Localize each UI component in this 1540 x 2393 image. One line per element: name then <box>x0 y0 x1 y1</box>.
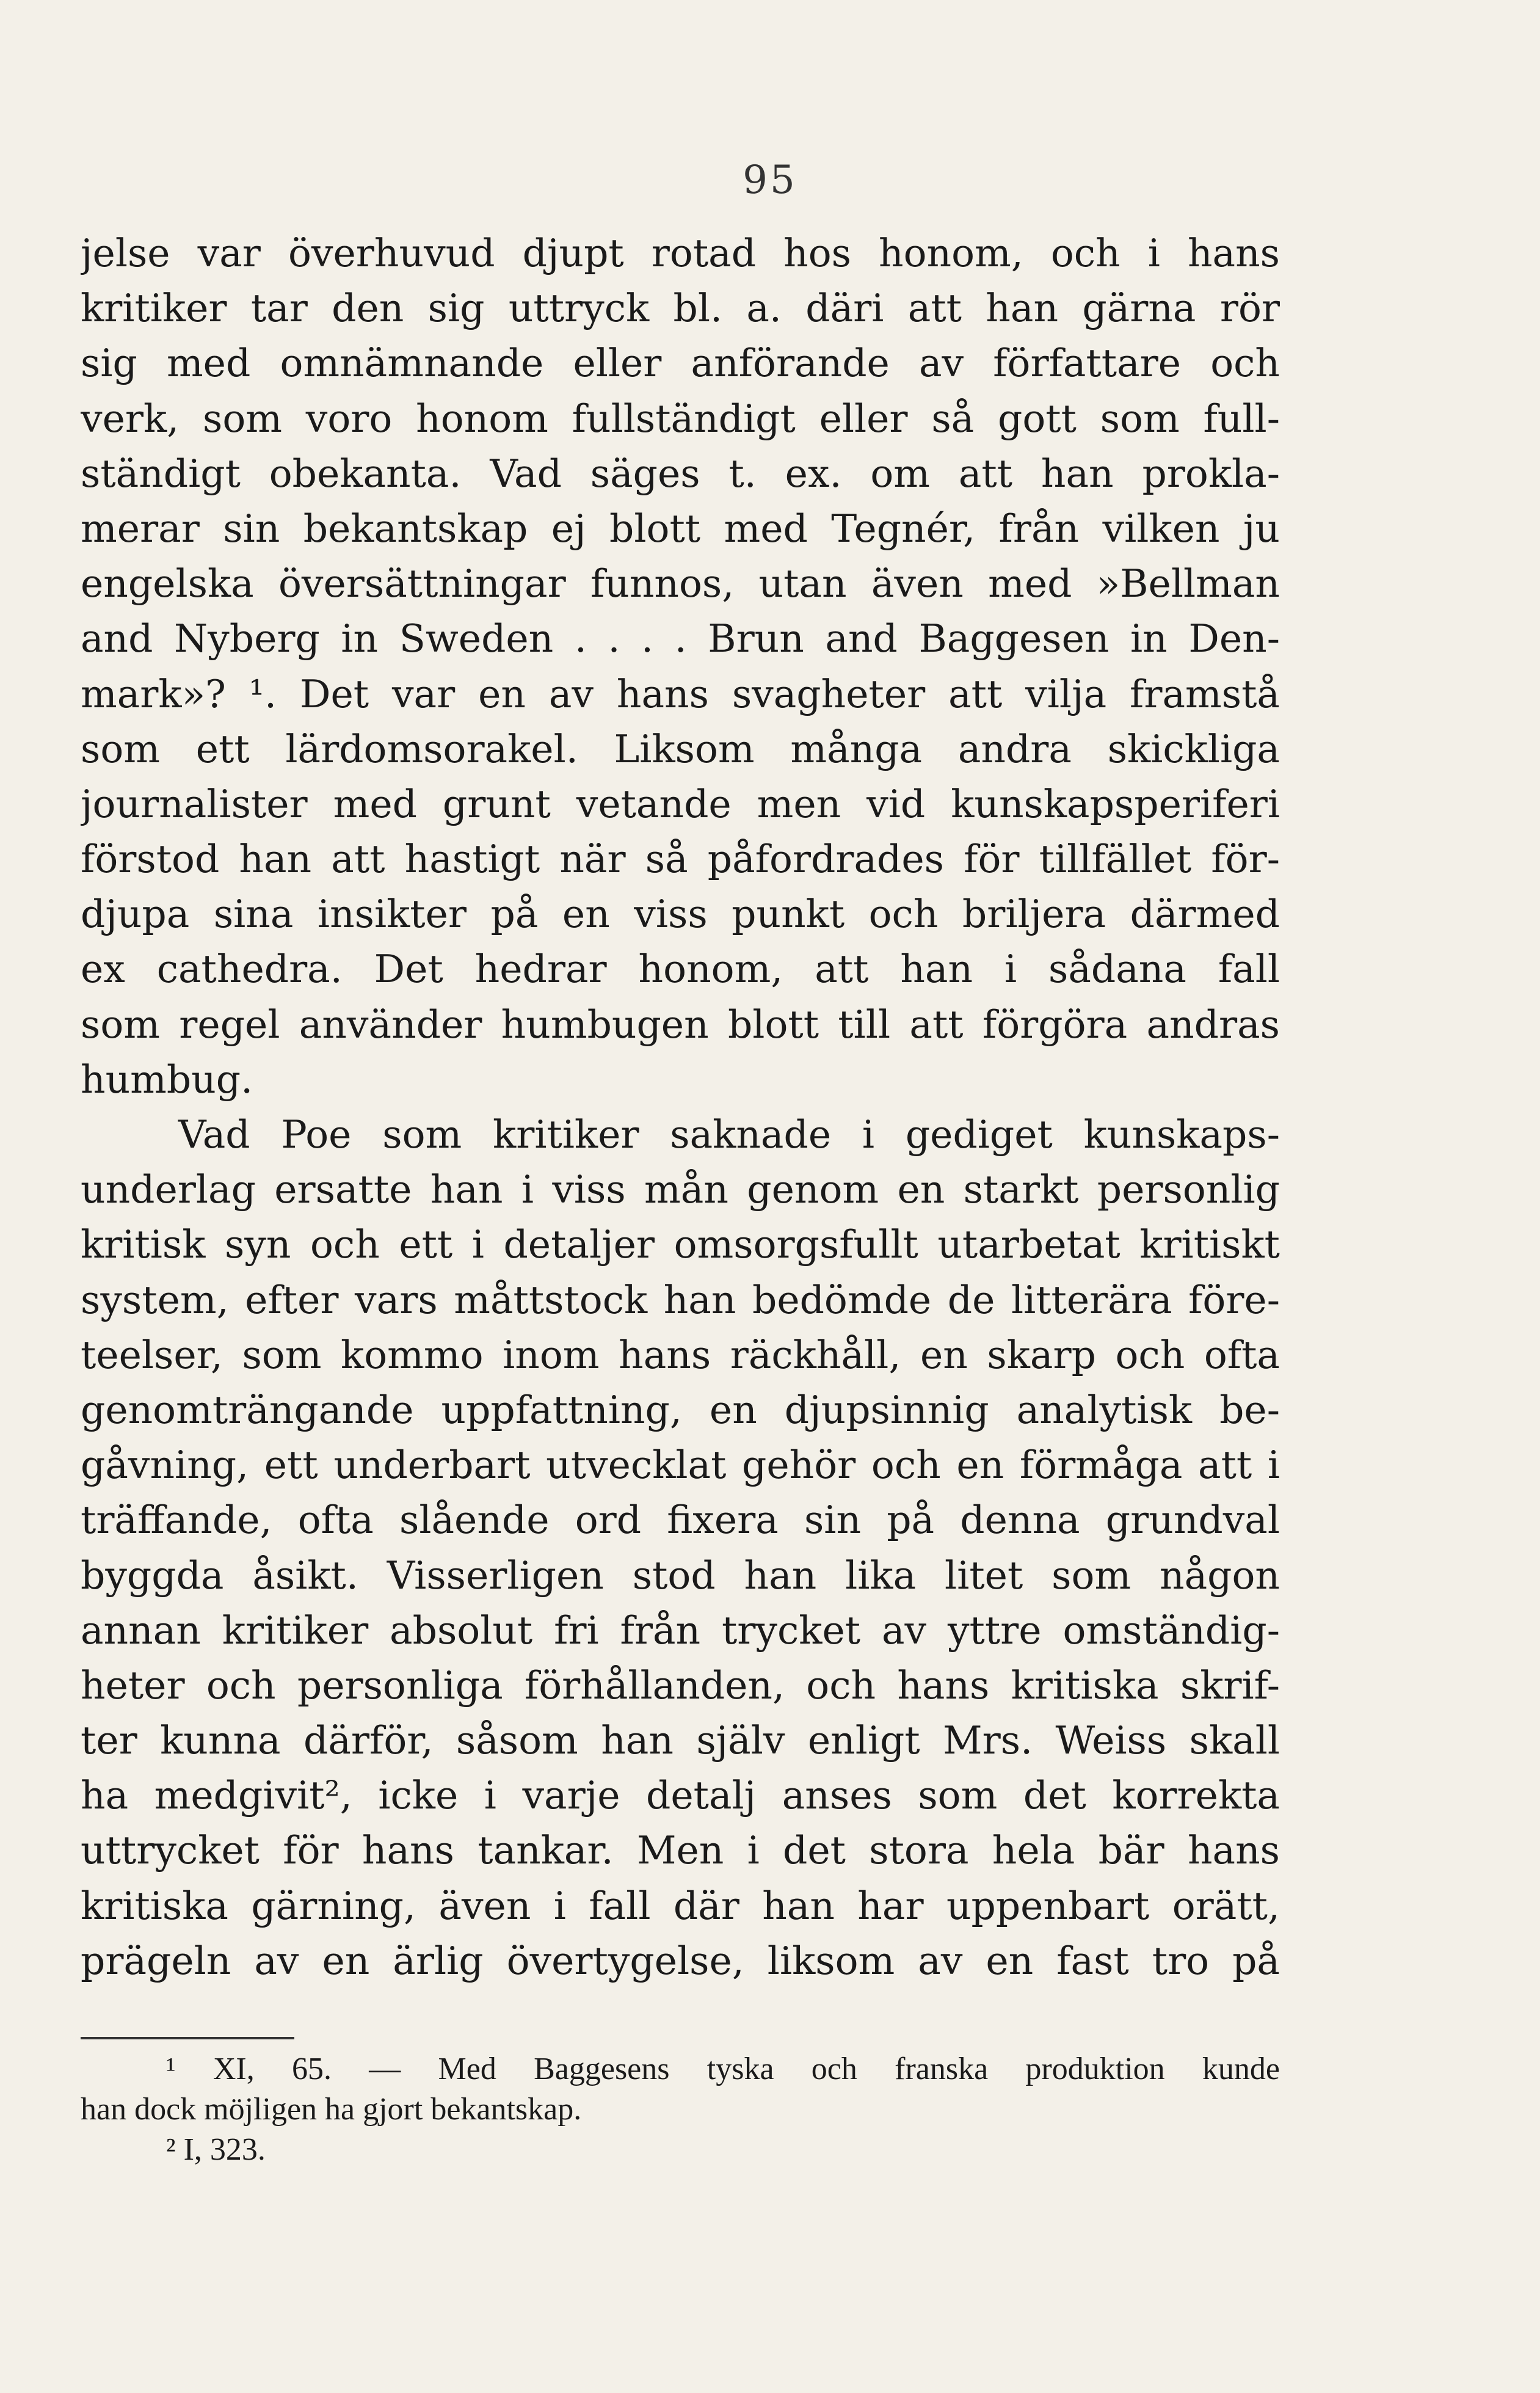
text-line: underlag ersatte han i viss mån genom en starkt personlig <box>81 1167 1280 1212</box>
text-line: djupa sina insikter på en viss punkt och briljera därmed <box>81 892 1280 937</box>
page-number: 95 <box>743 158 797 203</box>
footnotes <box>81 2049 1280 2170</box>
text-line: träffande, ofta slående ord fixera sin på denna grundval <box>81 1498 1280 1543</box>
text-line: ter kunna därför, såsom han själv enligt Mrs. Weiss skall <box>81 1718 1280 1763</box>
text-line: prägeln av en ärlig övertygelse, liksom av en fast tro på <box>81 1938 1280 1983</box>
text-line: merar sin bekantskap ej blott med Tegnér, från vilken ju <box>81 506 1280 551</box>
text-line: jelse var överhuvud djupt rotad hos honom, och i hans <box>81 231 1280 275</box>
text-line: uttrycket för hans tankar. Men i det stora hela bär hans <box>81 1828 1280 1873</box>
footnote-divider <box>81 2037 294 2039</box>
text-line-paragraph-start: Vad Poe som kritiker saknade i gediget kunskaps- <box>178 1112 1280 1157</box>
text-line: system, efter vars måttstock han bedömde de litterära före- <box>81 1277 1280 1322</box>
text-line: som ett lärdomsorakel. Liksom många andra skickliga <box>81 726 1280 771</box>
text-line: teelser, som kommo inom hans räckhåll, en skarp och ofta <box>81 1332 1280 1377</box>
text-line: engelska översättningar funnos, utan även med »Bellman <box>81 561 1280 606</box>
text-line: verk, som voro honom fullständigt eller så gott som full- <box>81 396 1280 441</box>
text-line-paragraph-end: humbug. <box>81 1057 253 1102</box>
body-text <box>81 226 1280 1989</box>
text-line: ex cathedra. Det hedrar honom, att han i sådana fall <box>81 947 1280 992</box>
text-line: som regel använder humbugen blott till att förgöra andras <box>81 1002 1280 1047</box>
text-line: byggda åsikt. Visserligen stod han lika litet som någon <box>81 1553 1280 1598</box>
text-line: sig med omnämnande eller anförande av författare och <box>81 341 1280 386</box>
text-line: journalister med grunt vetande men vid kunskapsperiferi <box>81 781 1280 826</box>
text-line: and Nyberg in Sweden . . . . Brun and Baggesen in Den- <box>81 616 1280 661</box>
text-line: genomträngande uppfattning, en djupsinnig analytisk be- <box>81 1387 1280 1432</box>
text-line: mark»? ¹. Det var en av hans svagheter att vilja framstå <box>81 671 1280 716</box>
text-line: kritiska gärning, även i fall där han har uppenbart orätt, <box>81 1883 1280 1928</box>
text-line: ha medgivit², icke i varje detalj anses som det korrekta <box>81 1773 1280 1818</box>
footnote-1: ¹ XI, 65. — Med Baggesens tyska och franska produktion kunde <box>166 2052 1280 2086</box>
footnote-1-continuation: han dock möjligen ha gjort bekantskap. <box>81 2092 582 2127</box>
text-line: annan kritiker absolut fri från trycket av yttre omständig- <box>81 1608 1280 1653</box>
footnote-2: ² I, 323. <box>166 2132 266 2167</box>
text-line: ständigt obekanta. Vad säges t. ex. om att han prokla- <box>81 451 1280 496</box>
text-line: heter och personliga förhållanden, och hans kritiska skrif- <box>81 1663 1280 1708</box>
text-line: kritiker tar den sig uttryck bl. a. däri att han gärna rör <box>81 286 1280 331</box>
text-line: kritisk syn och ett i detaljer omsorgsfullt utarbetat kritiskt <box>81 1222 1280 1267</box>
text-line: gåvning, ett underbart utvecklat gehör och en förmåga att i <box>81 1443 1280 1488</box>
text-line: förstod han att hastigt när så påfordrades för tillfället för- <box>81 837 1280 882</box>
